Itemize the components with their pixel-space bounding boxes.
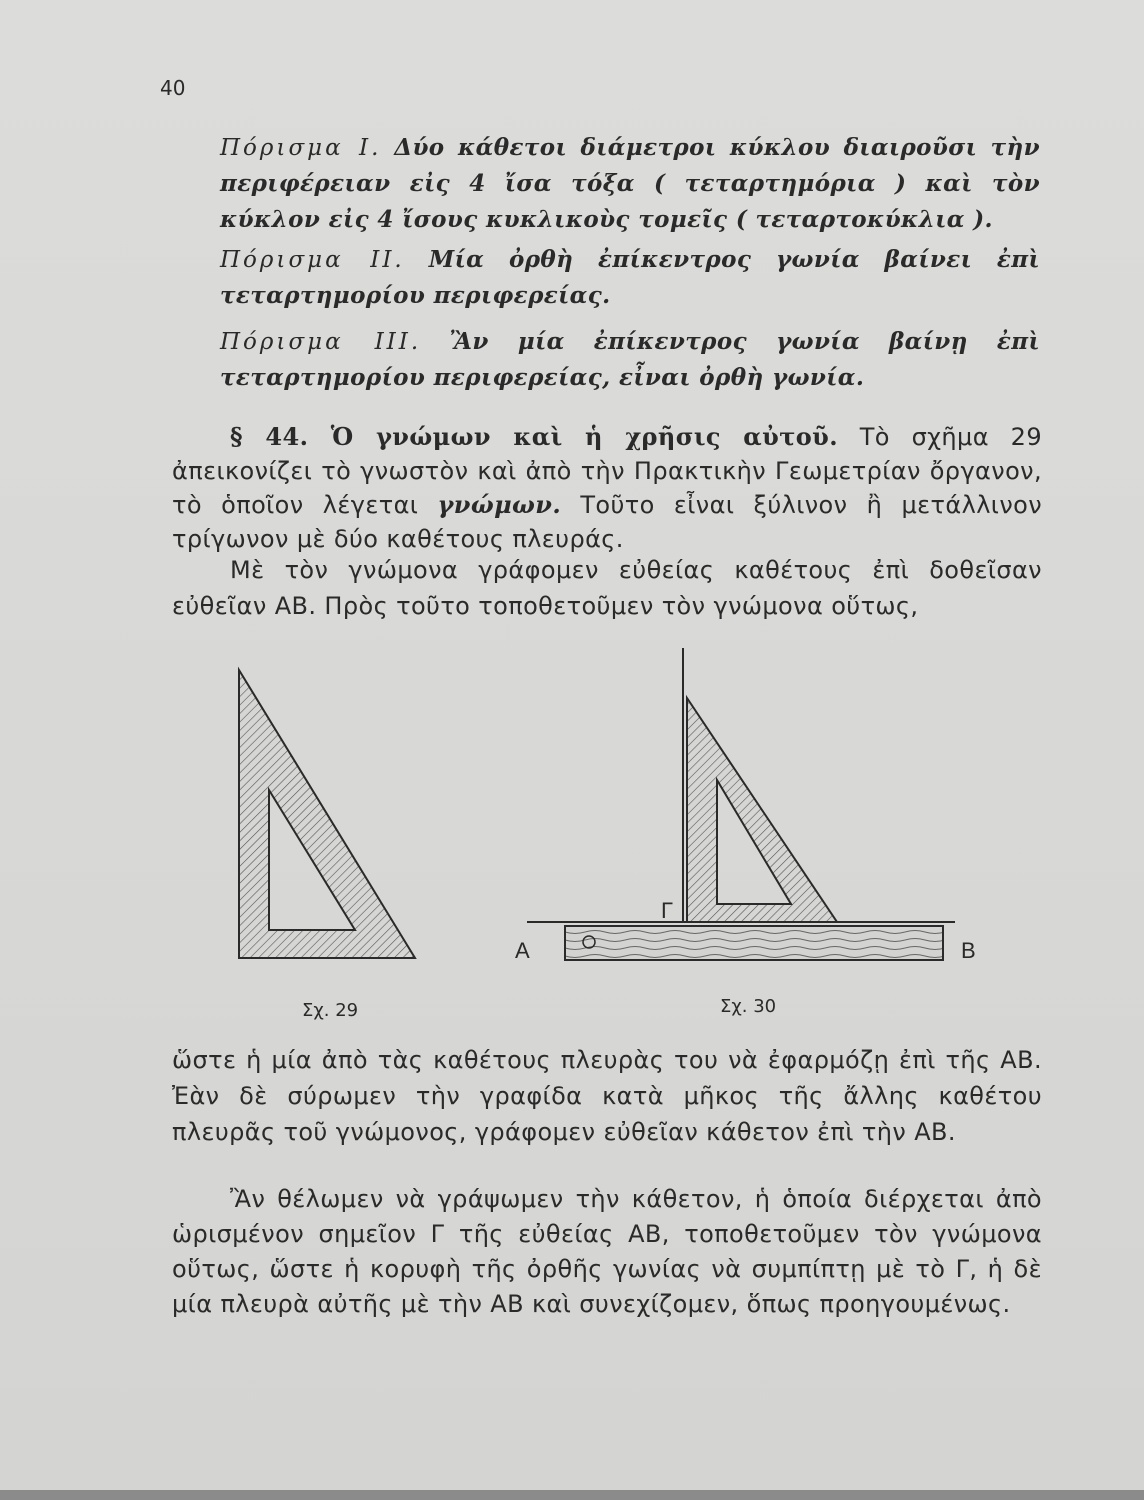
ruler [565,926,943,960]
porisma-1-text: Δύο κάθετοι διάμετροι κύκλου διαιροῦσι τὴν περιφέρειαν εἰς 4 ἴσα τόξα ( τεταρτημόρια ) καὶ τὸν κύκλον εἰς 4 ἴσους κυκλικοὺς τομεῖς ( τεταρτοκύκλια ). [220,134,1040,233]
porisma-1 [220,130,1040,238]
label-a: A [515,938,530,963]
label-g: Γ [661,898,674,923]
figure-29 [225,660,425,970]
page-bottom-edge [0,1490,1144,1500]
paragraph-4 [172,1182,1042,1322]
figure-30 [505,640,995,980]
page-number: 40 [160,76,186,100]
set-square-30 [687,698,837,922]
porisma-2-text: Μία ὀρθὴ ἐπίκεντρος γωνία βαίνει ἐπὶ τεταρτημορίου περιφερείας. [220,246,1040,309]
set-square-29 [239,670,415,958]
porisma-3-text: Ἂν μία ἐπίκεντρος γωνία βαίνῃ ἐπὶ τεταρτημορίου περιφερείας, εἶναι ὀρθὴ γωνία. [220,328,1040,391]
figure-30-caption: Σχ. 30 [720,996,777,1017]
section-44-text-before: Τὸ σχῆμα 29 ἀπεικονίζει τὸ γνωστὸν καὶ ἀπὸ τὴν Πρακτικὴν Γεωμετρίαν ὄργανον, τὸ ὁποῖον λέγεται [172,423,1042,519]
section-44-term: γνώμων. [437,490,562,519]
section-44-paragraph [172,420,1042,556]
porisma-2 [220,242,1040,314]
paragraph-3 [172,1042,1042,1150]
figure-29-caption: Σχ. 29 [302,1000,359,1021]
paragraph-4-text: Ἂν θέλωμεν νὰ γράψωμεν τὴν κάθετον, ἡ ὁποία διέρχεται ἀπὸ ὡρισμένον σημεῖον Γ τῆς εὐθείας ΑΒ, τοποθετοῦμεν τὸν γνώμονα οὕτως, ὥστε ἡ κορυφὴ τῆς ὀρθῆς γωνίας νὰ συμπίπτῃ μὲ τὸ Γ, ἡ δὲ μία πλευρὰ αὐτῆς μὲ τὴν ΑΒ καὶ συνεχίζομεν, ὅπως προηγουμένως. [172,1185,1042,1318]
paragraph-2 [172,552,1042,624]
porisma-3-label: Πόρισμα ΙΙΙ. [220,329,422,355]
porisma-1-label: Πόρισμα Ι. [220,135,382,161]
porisma-3 [220,324,1040,396]
porisma-2-label: Πόρισμα ΙΙ. [220,247,405,273]
paragraph-3-text: ὥστε ἡ μία ἀπὸ τὰς καθέτους πλευρὰς του νὰ ἐφαρμόζῃ ἐπὶ τῆς ΑΒ. Ἐὰν δὲ σύρωμεν τὴν γραφίδα κατὰ μῆκος τῆς ἄλλης καθέτου πλευρᾶς τοῦ γνώμονος, γράφομεν εὐθεῖαν κάθετον ἐπὶ τὴν ΑΒ. [172,1046,1042,1146]
section-44-heading: § 44. Ὁ γνώμων καὶ ἡ χρῆσις αὐτοῦ. [230,422,838,451]
section-44-text-after: Τοῦτο εἶναι ξύλινον ἢ μετάλλινον τρίγωνον μὲ δύο καθέτους πλευράς. [172,491,1043,553]
label-b: B [961,938,976,963]
paragraph-2-text: Μὲ τὸν γνώμονα γράφομεν εὐθείας καθέτους ἐπὶ δοθεῖσαν εὐθεῖαν ΑΒ. Πρὸς τοῦτο τοποθετοῦμεν τὸν γνώμονα οὕτως, [172,556,1042,620]
